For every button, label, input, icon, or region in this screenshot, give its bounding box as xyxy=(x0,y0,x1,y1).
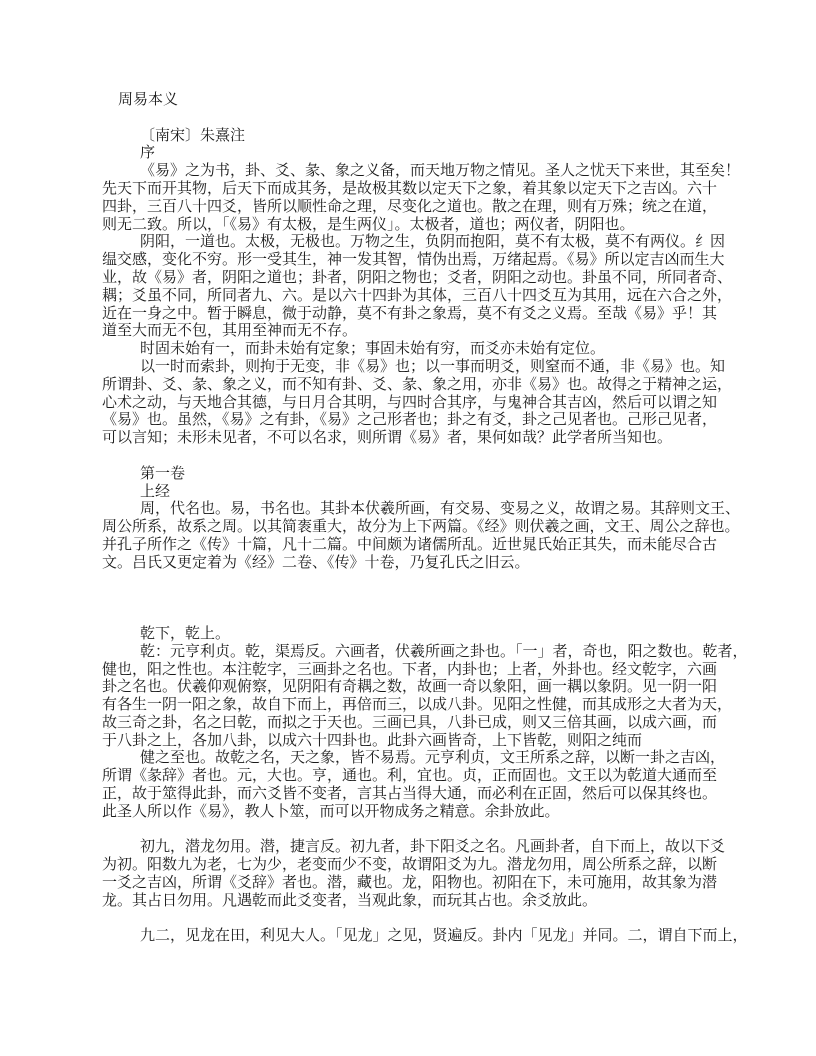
text-line: 业，故《易》者，阴阳之道也；卦者，阴阳之物也；爻者，阴阳之动也。卦虽不同，所同者奇、 xyxy=(102,269,733,286)
text-line: 可以言知；未形未见者，不可以名求，则所谓《易》者，果何如哉？此学者所当知也。 xyxy=(102,430,673,447)
text-line: 九二，见龙在田，利见大人。「见龙」之见，贤遍反。卦内「见龙」并同。二，谓自下而上， xyxy=(140,928,748,945)
text-line: 《易》也。虽然，《易》之有卦，《易》之己形者也；卦之有爻，卦之己见者也。己形己见者， xyxy=(102,412,718,429)
text-line: 正，故于筮得此卦，而六爻皆不变者，言其占当得大通，而必利在正固，然后可以保其终也。 xyxy=(102,786,718,803)
text-line: 耦；爻虽不同，所同者九、六。是以六十四卦为其体，三百八十四爻互为其用，远在六合之外， xyxy=(102,287,733,304)
text-line: 以一时而索卦，则拘于无变，非《易》也；以一事而明爻，则窒而不通，非《易》也。知 xyxy=(140,358,726,375)
text-line: 阴阳，一道也。太极，无极也。万物之生，负阴而抱阳，莫不有太极，莫不有两仪。纟因 xyxy=(140,234,726,251)
text-line: 故三奇之卦，名之曰乾，而拟之于天也。三画已具，八卦已成，则又三倍其画，以成六画，而 xyxy=(102,714,718,731)
text-line: 有各生一阴一阳之象，故自下而上，再倍而三，以成八卦。见阳之性健，而其成形之大者为天， xyxy=(102,697,733,714)
text-line: 周，代名也。易，书名也。其卦本伏羲所画，有交易、变易之义，故谓之易。其辞则文王、 xyxy=(140,501,741,518)
text-line: 第一卷 xyxy=(140,465,186,482)
text-line: 一爻之吉凶，所谓《爻辞》者也。潜，藏也。龙，阳物也。初阳在下，未可施用，故其象为潜 xyxy=(102,875,718,892)
document-title: 周易本义 xyxy=(118,92,179,108)
text-line: 序 xyxy=(140,145,156,162)
text-line: 乾：元亨利贞。乾，渠焉反。六画者，伏羲所画之卦也。「一」者，奇也，阳之数也。乾者， xyxy=(140,643,748,660)
text-line: 此圣人所以作《易》，教人卜筮，而可以开物成务之精意。余卦放此。 xyxy=(102,803,560,820)
text-line: 上经 xyxy=(140,483,171,500)
blank-line xyxy=(102,448,722,466)
text-line: 文。吕氏又更定着为《经》二卷、《传》十卷，乃复孔氏之旧云。 xyxy=(102,554,530,571)
text-line: 卦之名也。伏羲仰观俯察，见阴阳有奇耦之数，故画一奇以象阳，画一耦以象阴。见一阴一阳 xyxy=(102,679,718,696)
text-line: 为初。阳数九为老，七为少，老变而少不变，故谓阳爻为九。潜龙勿用，周公所系之辞，以断 xyxy=(102,857,718,874)
document-content xyxy=(102,92,748,946)
blank-line xyxy=(102,590,722,608)
text-line: 所谓卦、爻、彖、象之义，而不知有卦、爻、彖、象之用，亦非《易》也。故得之于精神之运， xyxy=(102,376,733,393)
text-line: 健之至也。故乾之名，天之象，皆不易焉。元亨利贞，文王所系之辞，以断一卦之吉凶， xyxy=(140,750,726,767)
blank-line xyxy=(102,608,722,626)
text-line: 并孔子所作之《传》十篇，凡十二篇。中间颇为诸儒所乱。近世晁氏始正其失，而未能尽合古 xyxy=(102,536,718,553)
blank-line xyxy=(102,110,722,128)
text-line: 所谓《彖辞》者也。元，大也。亨，通也。利，宜也。贞，正而固也。文王以为乾道大通而至 xyxy=(102,768,718,785)
text-line: 初九，潜龙勿用。潜，捷言反。初九者，卦下阳爻之名。凡画卦者，自下而上，故以下爻 xyxy=(140,839,726,856)
text-line: 〔南宋〕朱熹注 xyxy=(140,127,246,144)
text-line: 周公所系，故系之周。以其简袠重大，故分为上下两篇。《经》则伏羲之画，文王、周公之辞也。 xyxy=(102,519,740,536)
text-line: 近在一身之中。暂于瞬息，微于动静，莫不有卦之象焉，莫不有爻之义焉。至哉《易》乎！其 xyxy=(102,305,718,322)
text-line: 缊交感，变化不穷。形一受其生，神一发其智，情伪出焉，万绪起焉。《易》所以定吉凶而生大 xyxy=(102,252,725,269)
text-line: 时固未始有一，而卦未始有定象；事固未始有穷，而爻亦未始有定位。 xyxy=(140,341,606,358)
text-line: 先天下而开其物，后天下而成其务，是故极其数以定天下之象，着其象以定天下之吉凶。六十 xyxy=(102,180,718,197)
text-line: 龙。其占日勿用。凡遇乾而此爻变者，当观此象，而玩其占也。余爻放此。 xyxy=(102,892,598,909)
text-line: 健也，阳之性也。本注乾字，三画卦之名也。下者，内卦也；上者，外卦也。经文乾字，六画 xyxy=(102,661,718,678)
text-line: 则无二致。所以，「《易》有太极，是生两仪」。太极者，道也；两仪者，阴阳也。 xyxy=(102,216,635,233)
text-line: 四卦，三百八十四爻，皆所以顺性命之理，尽变化之道也。散之在理，则有万殊；统之在道， xyxy=(102,198,718,215)
text-line: 道至大而无不包，其用至神而无不存。 xyxy=(102,323,358,340)
blank-line xyxy=(102,911,722,929)
blank-line xyxy=(102,822,722,840)
text-line: 于八卦之上，各加八卦，以成六十四卦也。此卦六画皆奇，上下皆乾，则阳之纯而 xyxy=(102,732,643,749)
text-line: 《易》之为书，卦、爻、彖、象之义备，而天地万物之情见。圣人之忧天下来世，其至矣！ xyxy=(140,163,741,180)
text-line: 心术之动，与天地合其德，与日月合其明，与四时合其序，与鬼神合其吉凶，然后可以谓之知 xyxy=(102,394,718,411)
blank-line xyxy=(102,573,722,591)
text-line: 乾下，乾上。 xyxy=(140,625,231,642)
